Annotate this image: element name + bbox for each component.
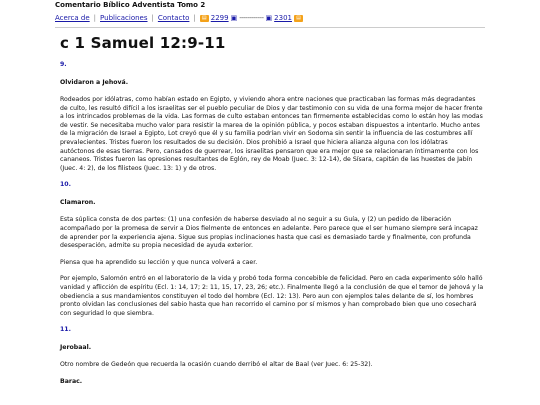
header-divider: [55, 27, 485, 28]
verse-heading: Clamaron.: [60, 199, 96, 207]
section-10: [60, 181, 484, 318]
commentary-paragraph: Esta súplica consta de dos partes: (1) una confesión de haberse desviado al no seguir a su Guía, y (2) un pedido de liberación acompañado por la promesa de servir a Dios fielmente de entonces en adelante. Pero parece que el ser humano siempre será incapaz de aprender por la experiencia ajena. Sigue sus propias inclinaciones hasta que casi es demasiado tarde y finalmente, con profunda desesperación, admite su propia necesidad de ayuda exterior.: [60, 216, 478, 250]
nav-separator: |: [93, 14, 97, 22]
next-page-number[interactable]: 2301: [274, 14, 292, 22]
verse-number: 11.: [60, 326, 71, 334]
page-title: c 1 Samuel 12:9-11: [60, 34, 226, 52]
commentary-paragraph: Piensa que ha aprendido su lección y que nunca volverá a caer.: [60, 258, 258, 266]
nav-contacto-link[interactable]: Contacto: [157, 14, 190, 22]
verse-heading: Barac.: [60, 377, 83, 385]
prev-page-number[interactable]: 2299: [210, 14, 229, 22]
nav-acerca-link[interactable]: Acerca de: [55, 14, 90, 22]
nav-bar: [55, 13, 495, 23]
nav-separator: |: [151, 14, 154, 22]
page-separator: ------------: [239, 14, 264, 22]
page-icon: ▣: [230, 14, 238, 22]
commentary-paragraph: Por ejemplo, Salomón entró en el laboratorio de la vida y probó toda forma concebible de felicidad. Pero en cada experimento sólo halló vanidad y aflicción de espíritu (Ecl. 1: 14, 17; 2: 11, 15, 17, 23, 26; etc.). Finalmente llegó a la conclusión de que el temor de Jehová y la obediencia a sus mandamientos constituyen el todo del hombre (Ecl. 12: 13). Pero aun con ejemplos tales delante de sí, los hombres pronto olvidan las conclusiones del sabio hasta que han recorrido el camino por sí mismos y han comprobado bien que uno cosechará con seguridad lo que siembra.: [60, 275, 484, 317]
section-9: [60, 61, 484, 173]
site-header: [55, 0, 495, 23]
main-content: [60, 34, 484, 395]
site-title: Comentario Bíblico Adventista Tomo 2: [55, 1, 206, 9]
verse-number: 9.: [60, 61, 67, 68]
section-barac: [60, 378, 484, 386]
commentary-paragraph: Rodeados por idólatras, como habían estado en Egipto, y viviendo ahora entre naciones que practicaban las formas más degradantes de culto, les resultó difícil a los israelitas ser el pueblo peculiar de Dios y dar testimonio con su vida de una forma mejor de hacer frente a los intrincados problemas de la vida. Las formas de culto estaban entonces tan firmemente establecidas como lo están hoy las modas de vestir. Se necesitaba mucho valor para resistir la marea de la opinión pública, y pocos estaban dispuestos a intentarlo. Mucho antes de la migración de Israel a Egipto, Lot creyó que él y su familia podrían vivir en Sodoma sin sentir la influencia de las costumbres allí prevalecientes. Tristes fueron los resultados de su decisión. Dios prohibió a Israel que hiciera alianza alguna con los idólatras autóctonos de esas tierras. Pero, cansados de guerrear, los israelitas pensaron que era mejor que se relacionaran íntimamente con los cananeos. Tristes fueron las opresiones resultantes de Eglón, rey de Moab (Juec. 3: 12-14), de Sísara, capitán de las huestes de Jabín (Juec. 4: 2), de los filisteos (Juec. 13: 1) y de otros.: [60, 96, 483, 172]
page-icon: ▣: [265, 14, 273, 22]
page-icon: ▤: [200, 15, 209, 22]
page-icon: ▤: [294, 15, 303, 22]
commentary-paragraph: Otro nombre de Gedeón que recuerda la ocasión cuando derribó el altar de Baal (ver Juec. 6: 25-32).: [60, 361, 373, 369]
nav-separator: |: [193, 14, 196, 22]
next-page-link[interactable]: [266, 13, 303, 23]
nav-publicaciones-link[interactable]: Publicaciones: [100, 14, 148, 22]
verse-heading: Jerobaal.: [60, 344, 92, 352]
section-11: [60, 326, 484, 370]
verse-number: 10.: [60, 181, 71, 189]
prev-page-link[interactable]: [200, 13, 237, 23]
verse-heading: Olvidaron a Jehová.: [60, 79, 129, 86]
